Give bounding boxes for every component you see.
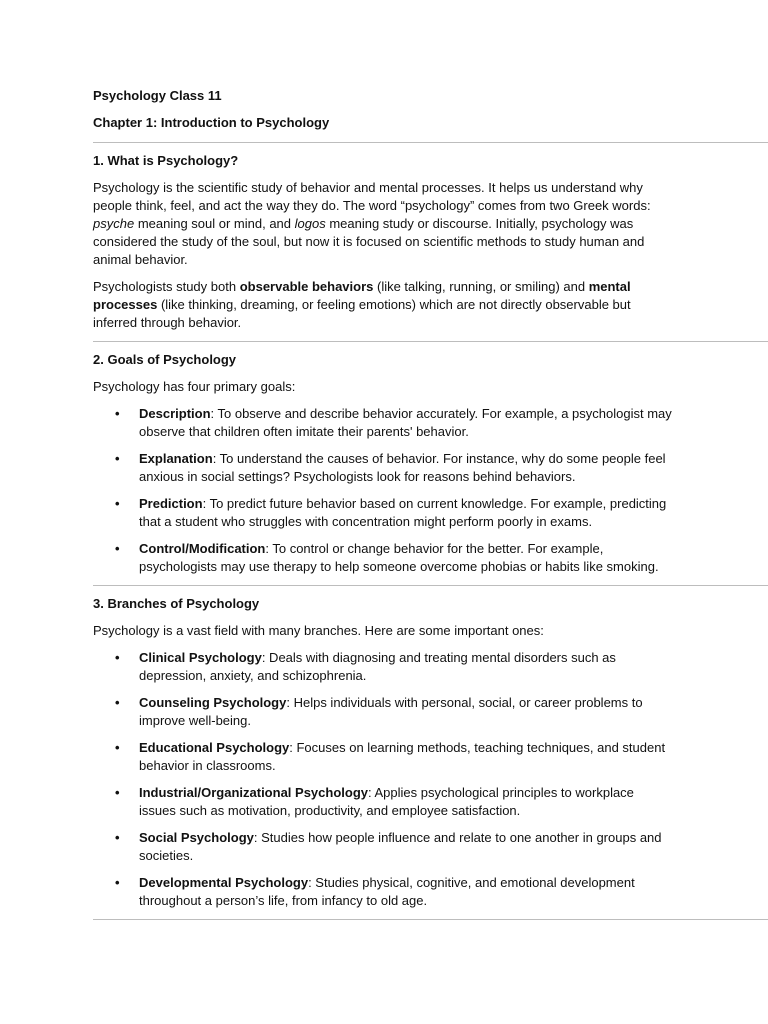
section-what-is-psychology [93,152,768,332]
section-divider [93,341,768,342]
list-item [93,694,672,730]
term-observable-behaviors: observable behaviors [239,279,374,294]
section-heading: 3. Branches of Psychology [93,596,260,611]
list-item-term: Industrial/Organizational Psychology [139,785,368,800]
section-intro: Psychology is a vast field with many branches. Here are some important ones: [93,623,544,638]
section-heading: 2. Goals of Psychology [93,352,237,367]
list-item-text: : To understand the causes of behavior. For instance, why do some people feel anxious in social settings? Psychologists look for reasons behind behaviors. [139,451,666,484]
term-psyche: psyche [93,216,135,231]
text-run: meaning study or discourse. Initially, psychology was considered the study of the soul, but now it is focused on scientific methods to study human and animal behavior. [93,216,645,267]
list-item-text: : Focuses on learning methods, teaching techniques, and student behavior in classrooms. [139,740,666,773]
bullet-icon: • [115,650,120,665]
bullet-icon: • [115,496,120,511]
list-item-term: Developmental Psychology [139,875,309,890]
list-item [93,450,672,486]
document-title: Psychology Class 11 [93,88,222,103]
list-item-text: : To observe and describe behavior accurately. For example, a psychologist may observe that children often imitate their parents' behavior. [139,406,672,439]
list-item [93,405,672,441]
list-item-term: Counseling Psychology [139,695,287,710]
list-item-text: : To control or change behavior for the better. For example, psychologists may use therapy to help someone overcome phobias or habits like smoking. [139,541,659,574]
bullet-icon: • [115,695,120,710]
list-item [93,829,672,865]
bullet-icon: • [115,875,120,890]
section-divider [93,142,768,143]
list-item [93,874,672,910]
list-item-term: Prediction [139,496,203,511]
bullet-icon: • [115,740,120,755]
list-item-text: : Studies physical, cognitive, and emotional development throughout a person’s life, from infancy to old age. [139,875,635,908]
list-item-text: : Helps individuals with personal, social, or career problems to improve well-being. [139,695,643,728]
list-item-text: : Studies how people influence and relate to one another in groups and societies. [139,830,662,863]
list-item-term: Social Psychology [139,830,254,845]
list-item-text: : Deals with diagnosing and treating mental disorders such as depression, anxiety, and schizophrenia. [139,650,616,683]
list-item [93,495,672,531]
term-mental-processes: mental processes [93,279,631,312]
list-item-term: Control/Modification [139,541,266,556]
section-divider [93,585,768,586]
list-item-term: Description [139,406,211,421]
branches-list [93,649,672,910]
chapter-title: Chapter 1: Introduction to Psychology [93,115,330,130]
list-item [93,649,672,685]
list-item-term: Educational Psychology [139,740,290,755]
list-item-term: Explanation [139,451,213,466]
goals-list [93,405,672,576]
list-item-text: : Applies psychological principles to workplace issues such as motivation, productivity, and employee satisfaction. [139,785,634,818]
bullet-icon: • [115,406,120,421]
section-intro: Psychology has four primary goals: [93,379,296,394]
text-run: meaning soul or mind, and [134,216,295,231]
text-run: Psychology is the scientific study of behavior and mental processes. It helps us understand why people think, feel, and act the way they do. The word “psychology” comes from two Greek words: [93,180,651,213]
text-run: (like thinking, dreaming, or feeling emotions) which are not directly observable but inferred through behavior. [93,297,631,330]
list-item-text: : To predict future behavior based on current knowledge. For example, predicting that a student who struggles with concentration might perform poorly in exams. [139,496,667,529]
bullet-icon: • [115,451,120,466]
section-heading: 1. What is Psychology? [93,153,239,168]
text-run: (like talking, running, or smiling) and [373,279,589,294]
section-branches [93,595,768,910]
section-divider [93,919,768,920]
list-item [93,739,672,775]
term-logos: logos [294,216,326,231]
list-item-term: Clinical Psychology [139,650,262,665]
section-goals [93,351,768,576]
paragraph-study [93,278,672,332]
bullet-icon: • [115,830,120,845]
bullet-icon: • [115,541,120,556]
paragraph-definition [93,179,672,269]
list-item [93,784,672,820]
text-run: Psychologists study both [93,279,240,294]
bullet-icon: • [115,785,120,800]
list-item [93,540,672,576]
